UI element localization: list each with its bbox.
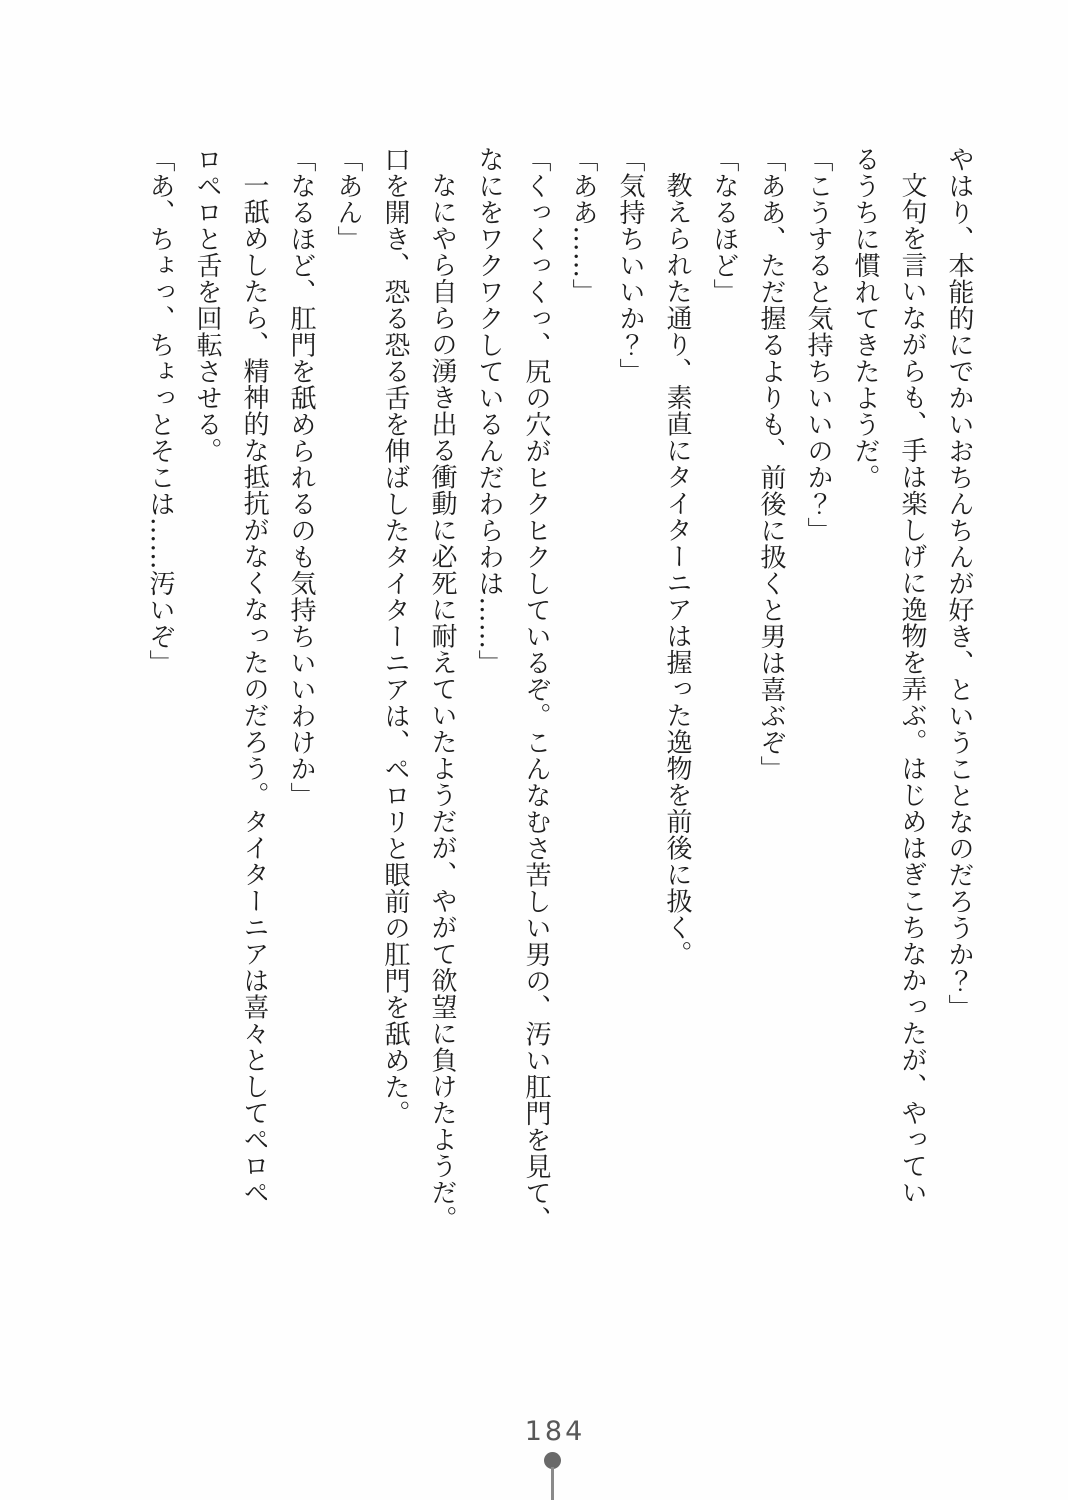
text-line: なにをワクワクしているんだわらわは……」 [474,146,504,676]
text-line: 「ああ、ただ握るよりも、前後に扱くと男は喜ぶぞ」 [756,146,786,782]
text-line: 「こうすると気持ちいいのか？」 [803,146,833,544]
page-number: 184 [524,1416,586,1447]
marker-line [551,1467,554,1500]
text-line: 「あ、ちょっ、ちょっとそこは……汚いぞ」 [145,146,175,676]
text-line: 「なるほど、肛門を舐められるのも気持ちいいわけか」 [286,146,316,809]
text-line: 「くっくっくっ、尻の穴がヒクヒクしているぞ。こんなむさ苦しい男の、汚い肛門を見て、 [521,146,551,1233]
text-line: 文句を言いながらも、手は楽しげに逸物を弄ぶ。はじめはぎこちなかったが、やってい [897,172,927,1206]
text-line: 一舐めしたら、精神的な抵抗がなくなったのだろう。タイターニアは喜々としてペロペ [239,172,269,1206]
text-line: 「ああ……」 [568,146,598,305]
text-line: るうちに慣れてきたようだ。 [850,146,880,491]
text-line: やはり、本能的にでかいおちんちんが好き、ということなのだろうか？」 [944,146,974,1021]
text-line: なにやら自らの湧き出る衝動に必死に耐えていたようだが、やがて欲望に負けたようだ。 [427,172,457,1232]
text-line: ロペロと舌を回転させる。 [192,146,222,464]
text-line: 「あん」 [333,146,363,252]
vertical-text-block [136,146,982,1286]
text-line: 「なるほど」 [709,146,739,305]
text-line: 口を開き、恐る恐る舌を伸ばしたタイターニアは、ペロリと眼前の肛門を舐めた。 [380,146,410,1127]
text-line: 教えられた通り、素直にタイターニアは握った逸物を前後に扱く。 [662,172,692,967]
text-line: 「気持ちいいか？」 [615,146,645,385]
